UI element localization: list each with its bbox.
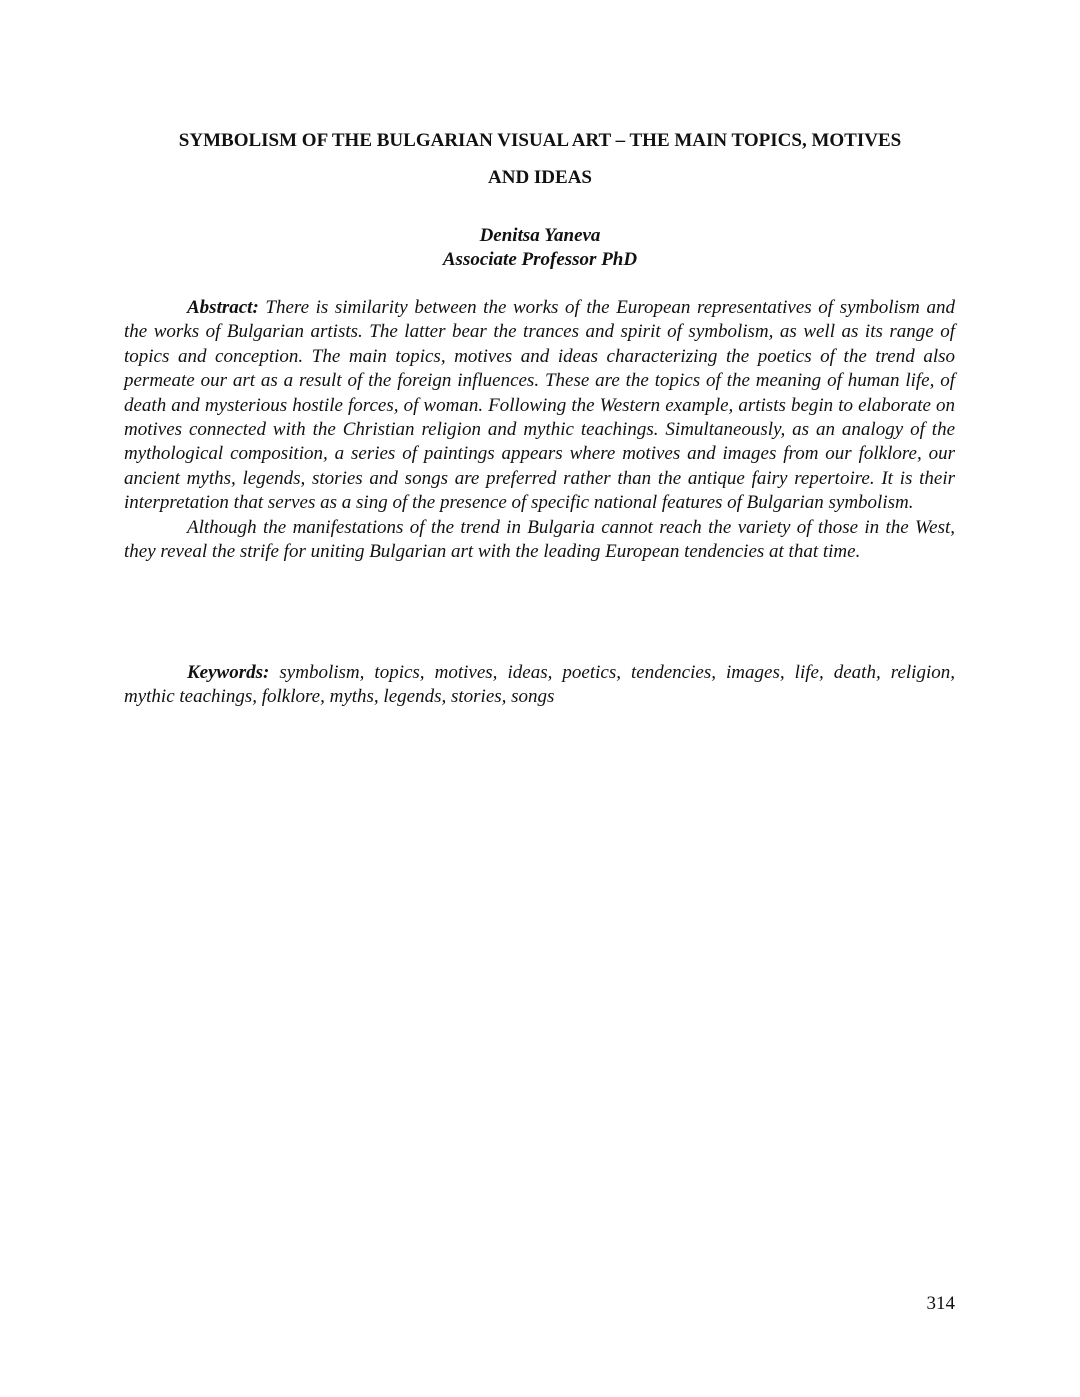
- abstract-label: Abstract:: [187, 297, 259, 318]
- author-name: Denitsa Yaneva: [479, 225, 601, 246]
- keywords-section: [124, 661, 955, 710]
- abstract-paragraph-1: [124, 296, 955, 516]
- abstract-paragraph-2: Although the manifestations of the trend in Bulgaria cannot reach the variety of those in the West, they reveal the strife for uniting Bulgarian art with the leading European tendencies at that time.: [124, 516, 955, 563]
- author-block: [100, 224, 980, 272]
- paper-title-line-2: AND IDEAS: [488, 167, 592, 188]
- paper-title-line-1: SYMBOLISM OF THE BULGARIAN VISUAL ART – THE MAIN TOPICS, MOTIVES: [178, 130, 902, 151]
- abstract-text-1: There is similarity between the works of the European representatives of symbolism and the works of Bulgarian artists. The latter bear the trances and spirit of symbolism, as well as its range of topics and conception. The main topics, motives and ideas characterizing the poetics of the trend also permeate our art as a result of the foreign influences. These are the topics of the meaning of human life, of death and mysterious hostile forces, of woman. Following the Western example, artists begin to elaborate on motives connected with the Christian religion and mythic teachings. Simultaneously, as an analogy of the mythological composition, a series of paintings appears where motives and images from our folklore, our ancient myths, legends, stories and songs are preferred rather than the antique fairy repertoire. It is their interpretation that serves as a sing of the presence of specific national features of Bulgarian symbolism.: [124, 297, 955, 514]
- keywords-label: Keywords:: [187, 662, 270, 683]
- author-position: Associate Professor PhD: [442, 249, 638, 270]
- paper-title: [100, 122, 980, 196]
- keywords-text: symbolism, topics, motives, ideas, poetics, tendencies, images, life, death, religion, mythic teachings, folklore, myths, legends, stories, songs: [124, 662, 955, 708]
- page-number: 314: [926, 1293, 955, 1314]
- abstract-section: [124, 296, 955, 564]
